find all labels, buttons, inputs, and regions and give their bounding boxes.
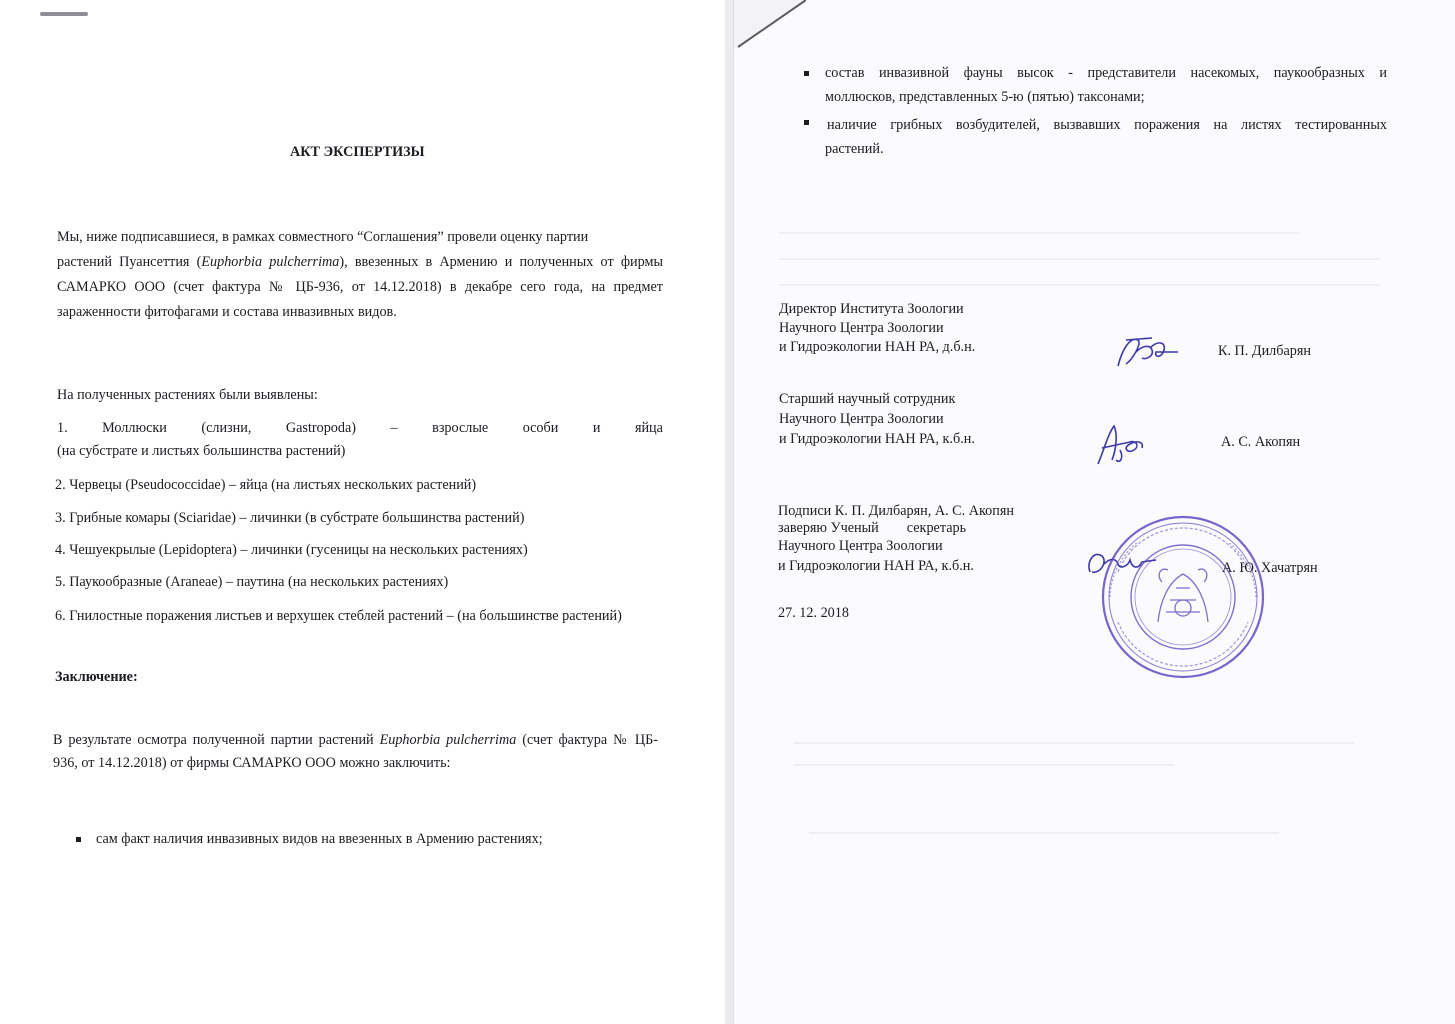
certification-line-2: заверяю Ученый секретарь <box>778 520 967 536</box>
folded-corner-icon <box>734 0 806 50</box>
finding-2: 2. Червецы (Pseudococcidae) – яйца (на листьях нескольких растений) <box>55 477 477 493</box>
finding-1: 1. Моллюски (слизни, Gastropoda) – взрослые особи и яйца <box>57 420 663 436</box>
findings-heading: На полученных растениях были выявлены: <box>57 387 318 403</box>
bleed-through <box>779 232 1299 234</box>
signatory-1-degree: и Гидроэкологии НАН РА, д.б.н. <box>779 339 976 355</box>
bullet-marker <box>804 71 809 76</box>
species-name: Euphorbia pulcherrima <box>379 732 517 748</box>
certification-line-1: Подписи К. П. Дилбарян, А. С. Акопян <box>778 503 1014 519</box>
signatory-2-degree: и Гидроэкологии НАН РА, к.б.н. <box>779 431 975 447</box>
intro-line-4: зараженности фитофагами и состава инвазивных видов. <box>57 304 397 320</box>
conclusion-bullet-2-line-1: состав инвазивной фауны высок - представители насекомых, паукообразных и <box>825 65 1387 81</box>
signatory-1-organization: Научного Центра Зоологии <box>779 320 944 336</box>
document-title: АКТ ЭКСПЕРТИЗЫ <box>290 144 425 160</box>
left-page <box>0 0 725 1024</box>
certification-name: А. Ю. Хачатрян <box>1222 560 1318 576</box>
bleed-through <box>779 284 1379 286</box>
finding-5: 5. Паукообразные (Araneae) – паутина (на нескольких растениях) <box>55 574 449 590</box>
signatory-2-position: Старший научный сотрудник <box>779 391 956 407</box>
page-gutter <box>725 0 733 1024</box>
intro-line-3: САМАРКО ООО (счет фактура № ЦБ-936, от 14.12.2018) в декабре сего года, на предмет <box>57 279 663 295</box>
document-date: 27. 12. 2018 <box>778 605 849 621</box>
bleed-through <box>779 258 1379 260</box>
signatory-1-name: К. П. Дилбарян <box>1218 343 1311 359</box>
bleed-through <box>809 832 1279 834</box>
signatory-2-name: А. С. Акопян <box>1221 434 1301 450</box>
official-seal-icon <box>1098 512 1268 682</box>
finding-3: 3. Грибные комары (Sciaridae) – личинки (в субстрате большинства растений) <box>55 510 525 526</box>
bullet-marker <box>76 837 81 842</box>
conclusion-bullet-2-line-2: моллюсков, представленных 5-ю (пятью) таксонами; <box>825 89 1145 105</box>
intro-line-2: растений Пуансеттия (Euphorbia pulcherrima), ввезенных в Армению и полученных от фирмы <box>57 254 663 270</box>
conclusion-line-2: 936, от 14.12.2018) от фирмы САМАРКО ООО можно заключить: <box>53 755 451 771</box>
signatory-2-organization: Научного Центра Зоологии <box>779 411 944 427</box>
conclusion-bullet-1: сам факт наличия инвазивных видов на ввезенных в Армению растениях; <box>96 831 543 847</box>
conclusion-heading: Заключение: <box>55 669 138 685</box>
finding-4: 4. Чешуекрылые (Lepidoptera) – личинки (гусеницы на нескольких растениях) <box>55 542 528 558</box>
right-page <box>733 0 1455 1024</box>
conclusion-line-1: В результате осмотра полученной партии растений Euphorbia pulcherrima (счет фактура № ЦБ- <box>53 732 659 748</box>
finding-6: 6. Гнилостные поражения листьев и верхушек стеблей растений – (на большинстве растений) <box>55 608 622 624</box>
scan-mark <box>40 12 88 16</box>
bullet-marker <box>804 120 809 125</box>
conclusion-bullet-3-line-2: растений. <box>825 141 884 157</box>
finding-1-continued: (на субстрате и листьях большинства растений) <box>57 443 346 459</box>
bleed-through <box>794 764 1174 766</box>
certification-line-4: и Гидроэкологии НАН РА, к.б.н. <box>778 558 974 574</box>
conclusion-bullet-3-line-1: наличие грибных возбудителей, вызвавших поражения на листях тестированных <box>827 117 1387 133</box>
intro-line-1: Мы, ниже подписавшиеся, в рамках совместного “Соглашения” провели оценку партии <box>57 229 589 245</box>
species-name: Euphorbia pulcherrima <box>201 254 340 270</box>
signatory-1-position: Директор Института Зоологии <box>779 301 964 317</box>
bleed-through <box>794 742 1354 744</box>
certification-line-3: Научного Центра Зоологии <box>778 538 943 554</box>
signature-icon <box>1090 420 1150 468</box>
signature-icon <box>1112 330 1182 372</box>
